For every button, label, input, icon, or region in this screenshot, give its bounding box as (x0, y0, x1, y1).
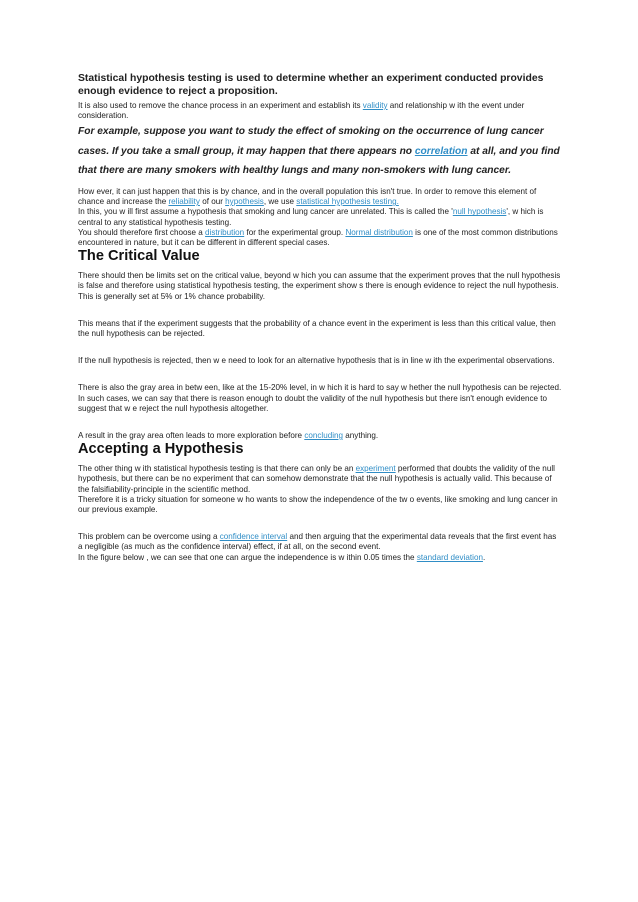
intro-paragraph-3: chance and increase the reliability of our hypothesis, we use statistical hypothesis testing. (78, 197, 399, 207)
link-experiment[interactable]: experiment (355, 464, 396, 474)
critical-paragraph-4: There is also the gray area in betw een, like at the 15-20% level, in w hich it is hard to say w hether the null hypothesis can be rejected. In such cases, we can say that there is reason enough to doubt the validity of the null hypothesis but there isn't enough evidence to suggest that w e reject the null hypothesis altogether. (78, 383, 562, 413)
intro-paragraph-2: How ever, it can just happen that this is by chance, and in the overall population this isn't true. In order to remove this element of (78, 186, 537, 196)
critical-paragraph-3: If the null hypothesis is rejected, then w e need to look for an alternative hypothesis that is in line w ith the experimental observations. (78, 356, 555, 366)
accepting-paragraph-1: The other thing w ith statistical hypothesis testing is that there can only be an experiment performed that doubts the validity of the null hypothesis, but there can be no experiment that can somehow demonstrate that the null hypothesis is actually valid. This because of the falsifiability-principle in the scientific method. (78, 464, 555, 494)
link-hypothesis[interactable]: hypothesis (225, 197, 264, 207)
intro-paragraph-1: It is also used to remove the chance process in an experiment and establish its validity and relationship w ith the event under consideration. (78, 101, 525, 121)
link-normal-distribution[interactable]: Normal distribution (345, 227, 413, 237)
critical-paragraph-1: There should then be limits set on the critical value, beyond w hich you can assume that the experiment proves that the null hypothesis is false and therefore using statistical hypothesis testing, the experiment show s there is enough evidence to reject the null hypothesis. This is generally set at 5% or 1% chance probability. (78, 271, 561, 301)
intro-example: For example, suppose you want to study the effect of smoking on the occurrence of lung cancer cases. If you take a small group, it may happen that there appears no correlation at all, and you find that there are many smokers with healthy lungs and many non-smokers with lung cancer. (78, 126, 560, 177)
link-confidence-interval[interactable]: confidence interval (219, 532, 288, 542)
accepting-paragraph-4: In the figure below , we can see that one can argue the independence is w ithin 0.05 times the standard deviation. (78, 552, 486, 562)
link-distribution[interactable]: distribution (205, 227, 245, 237)
link-correlation[interactable]: correlation (414, 145, 468, 157)
article-body (78, 72, 562, 563)
critical-paragraph-5: A result in the gray area often leads to more exploration before concluding anything. (78, 430, 379, 440)
intro-paragraph-5: You should therefore first choose a distribution for the experimental group. Normal distribution is one of the most common distributions encountered in nature, but it can be different in different special cases. (78, 227, 558, 247)
heading-critical-value: The Critical Value (78, 248, 200, 265)
heading-accepting-hypothesis: Accepting a Hypothesis (78, 441, 244, 458)
link-concluding[interactable]: concluding (304, 430, 344, 440)
link-statistical-hypothesis-testing[interactable]: statistical hypothesis testing. (296, 197, 399, 207)
link-reliability[interactable]: reliability (168, 197, 200, 207)
critical-paragraph-2: This means that if the experiment suggests that the probability of a chance event in the experiment is less than this critical value, then the null hypothesis can be rejected. (78, 318, 556, 338)
intro-paragraph-4: In this, you w ill first assume a hypothesis that smoking and lung cancer are unrelated. This is called the 'null hypothesis', w hich is central to any statistical hypothesis testing. (78, 207, 544, 227)
link-null-hypothesis[interactable]: null hypothesis (452, 207, 507, 217)
accepting-paragraph-2: Therefore it is a tricky situation for someone w ho wants to show the independence of the tw o events, like smoking and lung cancer in our previous example. (78, 494, 558, 514)
intro-lead: Statistical hypothesis testing is used to determine whether an experiment conducted provides enough evidence to reject a proposition. (78, 73, 544, 97)
link-standard-deviation[interactable]: standard deviation (416, 552, 483, 562)
accepting-paragraph-3: This problem can be overcome using a confidence interval and then arguing that the experimental data reveals that the first event has a negligible (as much as the confidence interval) effect, if at all, on the second event. (78, 532, 557, 552)
link-validity[interactable]: validity (362, 101, 388, 110)
